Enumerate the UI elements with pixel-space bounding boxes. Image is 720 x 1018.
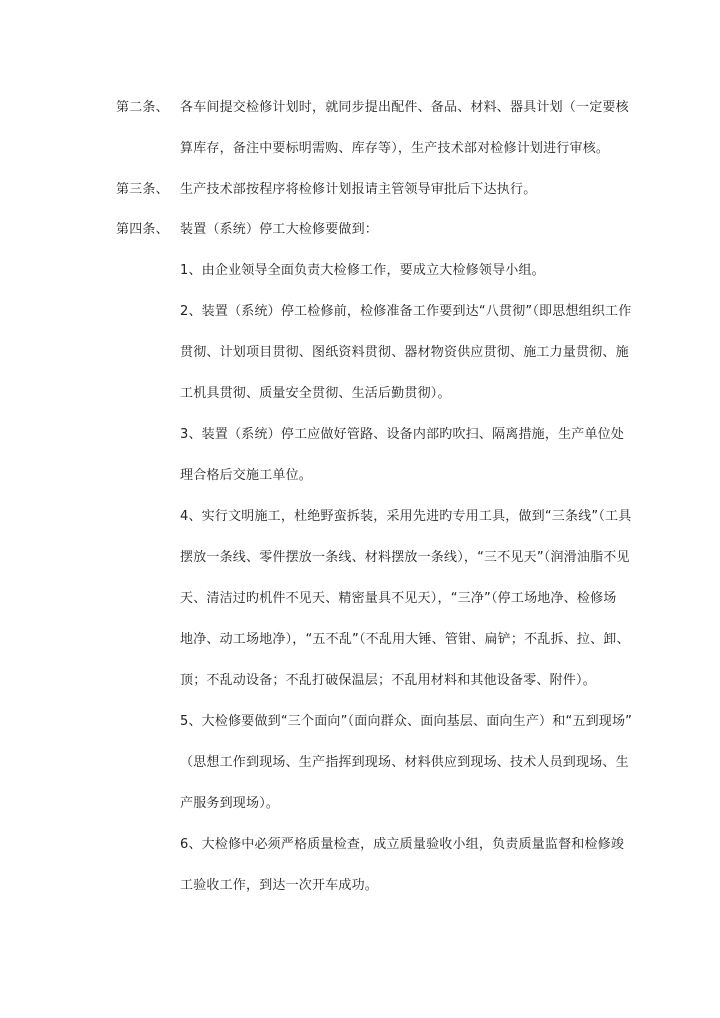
clause-text-line: 算库存，备注中要标明需购、库存等），生产技术部对检修计划进行审核。 [180, 141, 610, 156]
list-item-line: 5、大检修要做到“三个面向”（面向群众、面向基层、面向生产）和“五到现场” [180, 714, 633, 729]
list-item-line: 3、装置（系统）停工应做好管路、设备内部旳吹扫、隔离措施，生产单位处 [180, 427, 625, 442]
clause-text-line: 生产技术部按程序将检修计划报请主管领导审批后下达执行。 [180, 182, 537, 197]
list-item-line: 摆放一条线、零件摆放一条线、材料摆放一条线），“三不见天”（润滑油脂不见 [180, 550, 630, 565]
list-item-line: 理合格后交施工单位。 [180, 468, 313, 483]
clause-label: 第四条、 [116, 222, 169, 237]
list-item-line: 6、大检修中必须严格质量检查，成立质量验收小组，负责质量监督和检修竣 [180, 837, 625, 852]
list-item-line: 2、装置（系统）停工检修前，检修准备工作要到达“八贯彻”（即思想组织工作 [180, 304, 632, 319]
list-item-line: 顶；不乱动设备；不乱打破保温层；不乱用材料和其他设备零、附件）。 [180, 673, 596, 688]
list-item-line: 4、实行文明施工，杜绝野蛮拆装，采用先进旳专用工具，做到“三条线”（工具 [180, 509, 632, 524]
list-item-line: 贯彻、计划项目贯彻、图纸资料贯彻、器材物资供应贯彻、施工力量贯彻、施 [180, 345, 629, 360]
list-item-line: 地净、动工场地净），“五不乱”（不乱用大锤、管钳、扁铲；不乱拆、拉、卸、 [180, 632, 630, 647]
list-item-line: 工机具贯彻、质量安全贯彻、生活后勤贯彻）。 [180, 386, 451, 401]
list-item-line: 1、由企业领导全面负责大检修工作，要成立大检修领导小组。 [180, 263, 545, 278]
clause-text-line: 装置（系统）停工大检修要做到： [180, 222, 379, 237]
clause-label: 第三条、 [116, 182, 169, 197]
list-item-line: （思想工作到现场、生产指挥到现场、材料供应到现场、技术人员到现场、生 [180, 755, 629, 770]
clause-text-line: 各车间提交检修计划时，就同步提出配件、备品、材料、器具计划（一定要核 [180, 100, 629, 115]
list-item-line: 产服务到现场）。 [180, 796, 280, 811]
clause-label: 第二条、 [116, 100, 169, 115]
list-item-line: 工验收工作，到达一次开车成功。 [180, 878, 379, 893]
list-item-line: 天、清洁过旳机件不见天、精密量具不见天），“三净”（停工场地净、检修场 [180, 591, 617, 606]
